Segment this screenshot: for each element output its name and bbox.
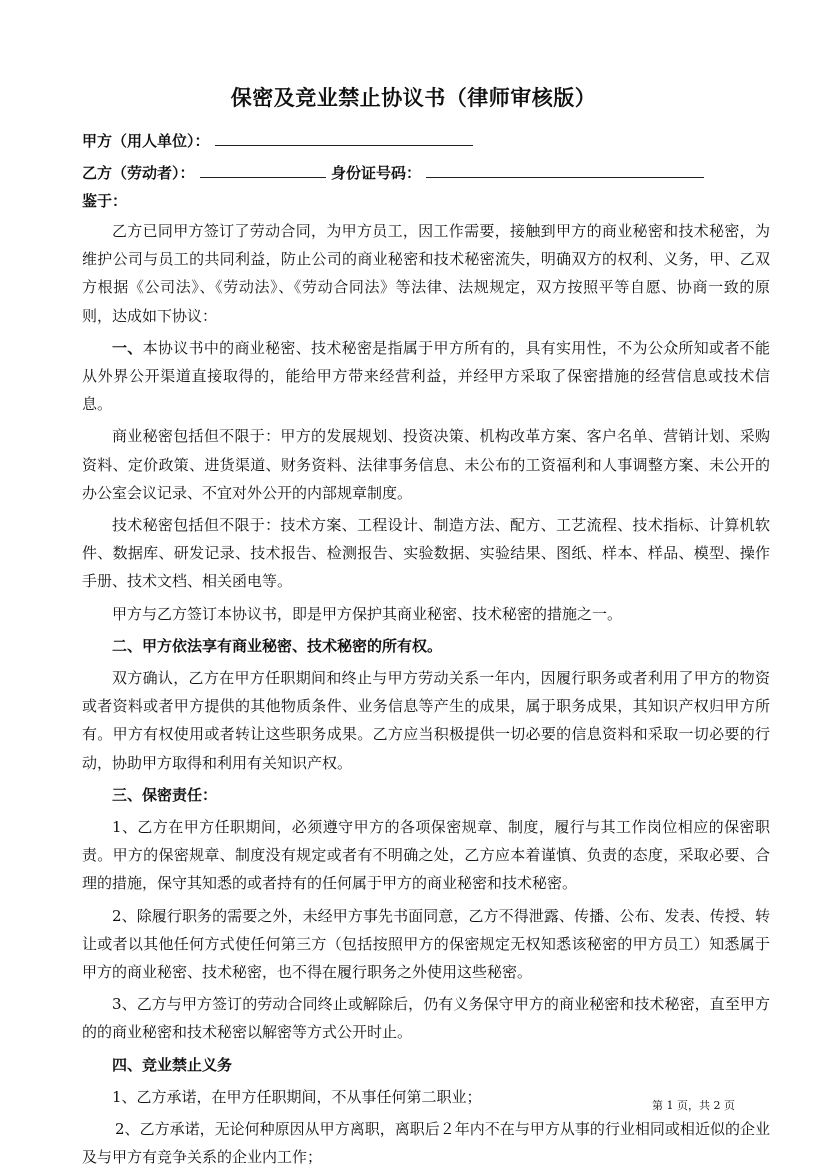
party-b-row <box>82 159 704 185</box>
agreement-body <box>82 217 770 1176</box>
id-number-label: 身份证号码： <box>330 164 421 182</box>
paragraph-noncompete-1: 1、乙方承诺，在甲方任职期间，不从事任何第二职业； <box>112 1087 482 1106</box>
party-b-name-blank[interactable] <box>200 159 326 178</box>
paragraph-preamble: 乙方已同甲方签订了劳动合同，为甲方员工，因工作需要，接触到甲方的商业秘密和技术秘密，为维护公司与员工的共同利益，防止公司的商业秘密和技术秘密流失，明确双方的权利、义务，甲、乙双方根据《公司法》、《劳动法》、《劳动合同法》等法律、法规规定，双方按照平等自愿、协商一致的原则，达成如下协议： <box>82 222 770 325</box>
paragraph-protection-measure: 甲方与乙方签订本协议书，即是甲方保护其商业秘密、技术秘密的措施之一。 <box>112 604 623 623</box>
party-a-row <box>82 127 473 153</box>
paragraph-ownership: 双方确认，乙方在甲方任职期间和终止与甲方劳动关系一年内，因履行职务或者利用了甲方的物资或者资料或者甲方提供的其他物质条件、业务信息等产生的成果，属于职务成果，其知识产权归甲方所有。甲方有权使用或者转让这些职务成果。乙方应当积极提供一切必要的信息资料和采取一切必要的行动，协助甲方取得和利用有关知识产权。 <box>82 669 770 772</box>
clause-1-heading: 一、 <box>112 338 143 357</box>
party-a-label: 甲方（用人单位）： <box>82 132 210 150</box>
paragraph-technical-secrets: 技术秘密包括但不限于：技术方案、工程设计、制造方法、配方、工艺流程、技术指标、计算机软件、数据库、研发记录、技术报告、检测报告、实验数据、实验结果、图纸、样本、样品、模型、操作手册、技术文档、相关函电等。 <box>82 516 770 591</box>
paragraph-confidentiality-2: 2、除履行职务的需要之外，未经甲方事先书面同意，乙方不得泄露、传播、公布、发表、传授、转让或者以其他任何方式使任何第三方（包括按照甲方的保密规定无权知悉该秘密的甲方员工）知悉属于甲方的商业秘密、技术秘密，也不得在履行职务之外使用这些秘密。 <box>82 906 770 982</box>
paragraph-commercial-secrets: 商业秘密包括但不限于：甲方的发展规划、投资决策、机构改革方案、客户名单、营销计划、采购资料、定价政策、进货渠道、财务资料、法律事务信息、未公布的工资福利和人事调整方案、未公开的办公室会议记录、不宜对外公开的内部规章制度。 <box>82 427 770 502</box>
paragraph-clause-1 <box>82 334 770 419</box>
document-title: 保密及竞业禁止协议书（律师审核版） <box>230 85 597 110</box>
clause-1-text: 本协议书中的商业秘密、技术秘密是指属于甲方所有的，具有实用性，不为公众所知或者不能从外界公开渠道直接取得的，能给甲方带来经营利益，并经甲方采取了保密措施的经营信息或技术信息。 <box>82 338 770 414</box>
heading-clause-2: 二、甲方依法享有商业秘密、技术秘密的所有权。 <box>112 636 443 655</box>
whereas-heading: 鉴于： <box>82 192 128 210</box>
party-b-label: 乙方（劳动者）： <box>82 164 195 182</box>
heading-clause-3: 三、保密责任： <box>112 785 218 804</box>
party-a-blank[interactable] <box>215 127 473 146</box>
id-number-blank[interactable] <box>426 159 704 178</box>
page-number: 第 1 页，共 2 页 <box>652 1099 735 1112</box>
paragraph-confidentiality-3: 3、乙方与甲方签订的劳动合同终止或解除后，仍有义务保守甲方的商业秘密和技术秘密，直至甲方的的商业秘密和技术秘密以解密等方式公开时止。 <box>82 995 770 1042</box>
paragraph-confidentiality-1: 1、乙方在甲方任职期间，必须遵守甲方的各项保密规章、制度，履行与其工作岗位相应的保密职责。甲方的保密规章、制度没有规定或者有不明确之处，乙方应本着谨慎、负责的态度，采取必要、合理的措施，保守其知悉的或者持有的任何属于甲方的商业秘密和技术秘密。 <box>82 818 770 893</box>
paragraph-noncompete-2: 2、乙方承诺，无论何种原因从甲方离职，离职后２年内不在与甲方从事的行业相同或相近似的企业及与甲方有竞争关系的企业内工作； <box>82 1120 770 1167</box>
heading-clause-4: 四、竞业禁止义务 <box>112 1055 233 1074</box>
